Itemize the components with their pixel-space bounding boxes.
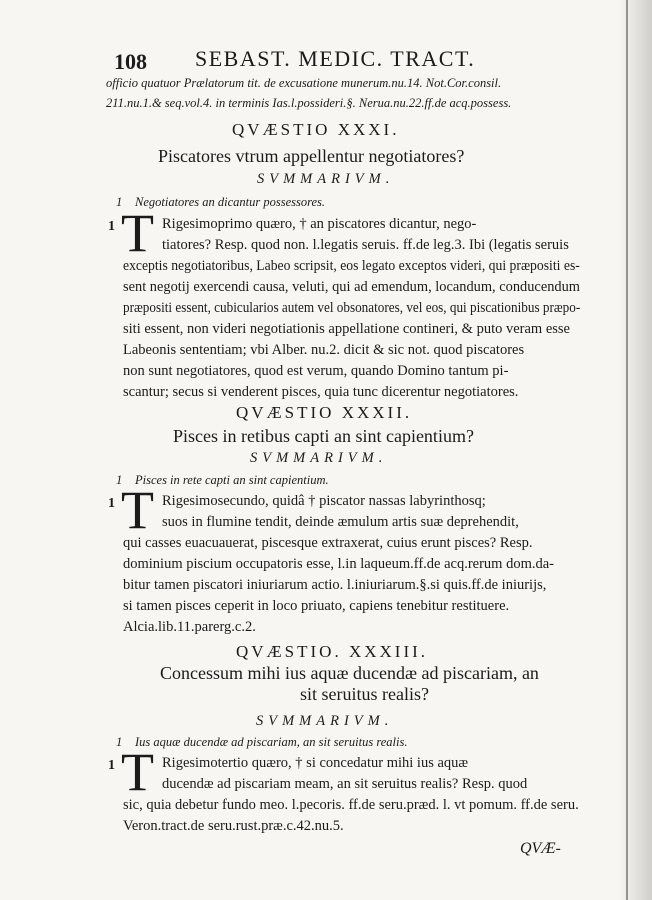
question-title-continued: sit seruitus realis?: [300, 684, 429, 704]
body-line: Alcia.lib.11.parerg.c.2.: [123, 619, 256, 635]
intro-reference-line: 211.nu.1.& seq.vol.4. in terminis Ias.l.possideri.§. Nerua.nu.22.ff.de acq.possess.: [106, 96, 512, 110]
question-heading: QVÆSTIO XXXII.: [236, 403, 413, 422]
catchword: QVÆ-: [520, 840, 561, 857]
page-number: 108: [114, 49, 147, 74]
body-line: exceptis negotiatoribus, Labeo scripsit, eos legato exceptos videri, qui præpositi es-: [123, 258, 580, 274]
body-line: scantur; secus si venderent pisces, quia tunc dicerentur negotiatores.: [123, 384, 519, 400]
summary-label: SVMMARIVM.: [257, 171, 395, 187]
body-line: bitur tamen piscatori iniuriarum actio. l.iniuriarum.§.si quis.ff.de iniurijs,: [123, 577, 547, 593]
summary-item-number: 1: [116, 195, 123, 209]
intro-reference-line: officio quatuor Prælatorum tit. de excusatione munerum.nu.14. Not.Cor.consil.: [106, 76, 502, 90]
question-title: Concessum mihi ius aquæ ducendæ ad piscariam, an: [160, 663, 539, 683]
summary-label: SVMMARIVM.: [256, 713, 394, 729]
body-line: sent negotij exercendi causa, veluti, qui ad emendum, locandum, conducendum: [123, 279, 581, 295]
summary-item: Negotiatores an dicantur possessores.: [135, 195, 326, 209]
margin-number: 1: [108, 496, 115, 511]
body-line: Labeonis sententiam; vbi Alber. nu.2. dicit & sic not. quod piscatores: [123, 342, 525, 358]
body-line: suos in flumine tendit, deinde æmulum artis suæ deprehendit,: [162, 514, 519, 530]
question-title: Pisces in retibus capti an sint capientium?: [173, 426, 474, 446]
body-line: si tamen pisces ceperit in loco priuato, capiens tenebitur restituere.: [123, 598, 510, 614]
running-header: [100, 40, 560, 74]
body-line: præpositi essent, cubicularios autem vel obsonatores, vel eos, qui piscationibus præpo-: [123, 300, 581, 316]
body-line: Rigesimotertio quæro, † si concedatur mihi ius aquæ: [162, 755, 469, 771]
summary-item-number: 1: [116, 735, 123, 749]
body-line: siti essent, non videri negotiationis appellatione contineri, & puto veram esse: [123, 321, 570, 337]
running-title: SEBAST. MEDIC. TRACT.: [195, 46, 476, 71]
body-line: non sunt negotiatores, quod est verum, quando Domino tantum pi-: [123, 363, 509, 379]
body-line: qui casses euacuauerat, piscesque extraxerat, cuius erunt pisces? Resp.: [123, 535, 533, 551]
body-line: dominium piscium occupatoris esse, l.in laqueum.ff.de acq.rerum dom.da-: [123, 556, 554, 572]
body-line: ducendæ ad piscariam meam, an sit seruitus realis? Resp. quod: [162, 776, 528, 792]
margin-number: 1: [108, 758, 115, 773]
body-line: sic, quia debetur fundo meo. l.pecoris. ff.de seru.præd. l. vt pomum. ff.de seru.: [123, 797, 579, 813]
margin-number: 1: [108, 219, 115, 234]
question-heading: QVÆSTIO XXXI.: [232, 120, 400, 139]
page-gutter-shadow: [618, 0, 652, 900]
body-line: Rigesimosecundo, quidâ † piscator nassas labyrinthosq;: [162, 493, 486, 509]
body-line: Rigesimoprimo quæro, † an piscatores dicantur, nego-: [162, 216, 477, 232]
body-line: tiatores? Resp. quod non. l.legatis seruis. ff.de leg.3. Ibi (legatis seruis: [162, 237, 569, 253]
drop-cap: T: [121, 203, 154, 263]
drop-cap: T: [121, 742, 154, 802]
question-title: Piscatores vtrum appellentur negotiatores?: [158, 146, 465, 166]
summary-label: SVMMARIVM.: [250, 450, 388, 466]
summary-item: Ius aquæ ducendæ ad piscariam, an sit seruitus realis.: [135, 735, 408, 749]
body-line: Veron.tract.de seru.rust.præ.c.42.nu.5.: [123, 818, 344, 834]
summary-item-number: 1: [116, 473, 123, 487]
drop-cap: T: [121, 480, 154, 540]
question-heading: QVÆSTIO. XXXIII.: [236, 642, 429, 661]
binding-edge: [626, 0, 628, 900]
summary-item: Pisces in rete capti an sint capientium.: [135, 473, 329, 487]
